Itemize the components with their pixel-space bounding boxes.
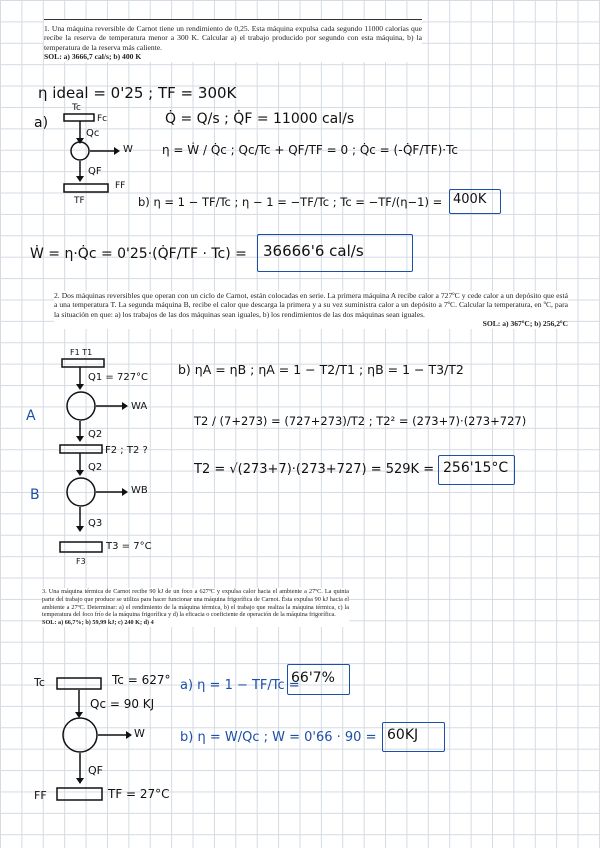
engine-circle-a — [67, 392, 95, 420]
answer-a-1: 36666'6 cal/s — [263, 242, 364, 260]
ff-side-label: FF — [34, 789, 47, 802]
arrowhead-q2-b — [76, 470, 84, 476]
qc-value: Qc = 90 KJ — [90, 697, 155, 711]
engine-circle-b — [67, 478, 95, 506]
answer-b-3: 60KJ — [387, 727, 419, 743]
given-values: η ideal = 0'25 ; TF = 300K — [38, 84, 237, 102]
problem-3-statement: 3. Una máquina térmica de Carnot recibe 90 kJ de un foco a 627ºC y expulsa calor hacia el ambiente a 27ºC. La quinta parte del trabajo que produce se utiliza para hacer funcionar una máquina frigorífica de Carnot. Ésta expulsa 90 kJ hacia el ambiente a 27ºC. Determinar: a) el rendimiento de la máquina térmica, b) el trabajo que realiza la máquina térmica, c) la temperatura del foco frío de la máquina frigorífica y d) la eficacia o coeficiente de operación de la máquina frigorífica. — [42, 588, 349, 619]
problem-1-solution: SOL: a) 3666,7 cal/s; b) 400 K — [44, 52, 142, 62]
qf-label-3: QF — [88, 764, 103, 777]
answer-t2: 256'15°C — [443, 460, 509, 476]
w-label-3: W — [134, 727, 145, 740]
tc-label-1: Tc — [72, 103, 81, 113]
arrowhead-wb — [122, 488, 128, 496]
t2-result: T2 = √(273+7)·(273+727) = 529K = — [194, 462, 435, 477]
problem-1-statement: 1. Una máquina reversible de Carnot tiene un rendimiento de 0,25. Esta máquina expulsa cada segundo 11000 calorías que recibe la reserva de temperatura menor a 300 K. Calcular a) el trabajo producido por segundo con esta máquina, b) la temperatura de la reserva más caliente. — [44, 24, 422, 52]
rates-equation: Q̇ = Q/s ; Q̇F = 11000 cal/s — [165, 111, 355, 127]
cold-reservoir-1 — [64, 184, 108, 192]
engine-circle-1 — [71, 142, 89, 160]
arrowhead-wa — [122, 402, 128, 410]
temperature-relation: T2 / (7+273) = (727+273)/T2 ; T2² = (273+7)·(273+727) — [194, 414, 527, 428]
w-label-1: W — [123, 144, 133, 155]
arrowhead-q2-a — [76, 436, 84, 442]
engine-circle-3 — [63, 718, 97, 752]
fc-label-1: Fc — [97, 114, 108, 124]
efficiency-equality: b) ηA = ηB ; ηA = 1 − T2/T1 ; ηB = 1 − T3/T2 — [178, 362, 464, 377]
efficiency-definition: η = Ẇ / Q̇c ; Qc/Tc + QF/TF = 0 ; Q̇c = (-Q̇F/TF)·Tc — [162, 143, 458, 157]
arrowhead-q1 — [76, 384, 84, 390]
cold-reservoir-2 — [60, 542, 102, 552]
f1-t1-label: F1 T1 — [70, 348, 93, 357]
q2-label-b: Q2 — [88, 462, 103, 473]
arrowhead-qf-3 — [76, 778, 84, 784]
answer-a-3: 66'7% — [291, 670, 335, 686]
f3-label: F3 — [76, 557, 86, 566]
t3-label: T3 = 7°C — [106, 541, 152, 552]
cold-reservoir-3 — [57, 788, 102, 800]
hot-reservoir-1 — [64, 114, 94, 121]
f2-t2-label: F2 ; T2 ? — [105, 445, 148, 456]
arrowhead-w-3 — [126, 731, 132, 739]
hot-reservoir-3 — [57, 678, 101, 689]
answer-b-1: 400K — [453, 192, 487, 207]
tf-value: TF = 27°C — [108, 787, 170, 801]
tf-label-1: TF — [74, 196, 85, 206]
middle-reservoir-2 — [60, 445, 102, 453]
part-b-equation-1: b) η = 1 − TF/Tc ; η − 1 = −TF/Tc ; Tc = −TF/(η−1) = — [138, 195, 443, 209]
engine-b-label: B — [30, 487, 40, 503]
q3-label: Q3 — [88, 518, 103, 529]
engine-a-label: A — [26, 408, 36, 424]
tc-side-label: Tc — [34, 676, 45, 689]
problem-2-statement: 2. Dos máquinas reversibles que operan con un ciclo de Carnot, están colocadas en serie. La primera máquina A recibe calor a 727ºC y cede calor a un depósito que está a una temperatura T. La segunda máquina B, recibe el calor que descarga la primera y a su vez suministra calor a un depósito a 7ºC. Calcular la temperatura, en ºC, para la situación en que: a) los trabajos de las dos máquinas sean iguales, b) los rendimientos de las dos máquinas sean iguales. — [54, 291, 568, 319]
ff-label-1: FF — [115, 181, 126, 191]
arrowhead-qf-1 — [76, 176, 84, 182]
part-b-3: b) η = W/Qc ; W = 0'66 · 90 = — [180, 730, 377, 745]
problem-3-solution: SOL: a) 66,7%; b) 59,99 kJ; c) 240 K; d) 4 — [42, 619, 154, 627]
arrowhead-w-1 — [114, 147, 120, 155]
q2-label-a: Q2 — [88, 429, 103, 440]
wa-label: WA — [131, 401, 148, 412]
arrowhead-qc-3 — [75, 712, 83, 718]
q1-label: Q1 = 727°C — [88, 372, 149, 383]
wb-label: WB — [131, 485, 148, 496]
work-equation: Ẇ = η·Q̇c = 0'25·(Q̇F/TF · Tc) = — [30, 246, 247, 262]
tc-value: Tc = 627° — [112, 673, 171, 687]
qf-label-1: QF — [88, 166, 102, 177]
arrowhead-q3 — [76, 526, 84, 532]
hot-reservoir-2 — [62, 359, 104, 367]
part-a-3: a) η = 1 − TF/Tc = — [180, 678, 300, 693]
part-a-label-1: a) — [34, 115, 49, 131]
problem-2-solution: SOL: a) 367ºC; b) 256,2ºC — [482, 319, 568, 329]
qc-label-1: Qc — [86, 128, 100, 139]
